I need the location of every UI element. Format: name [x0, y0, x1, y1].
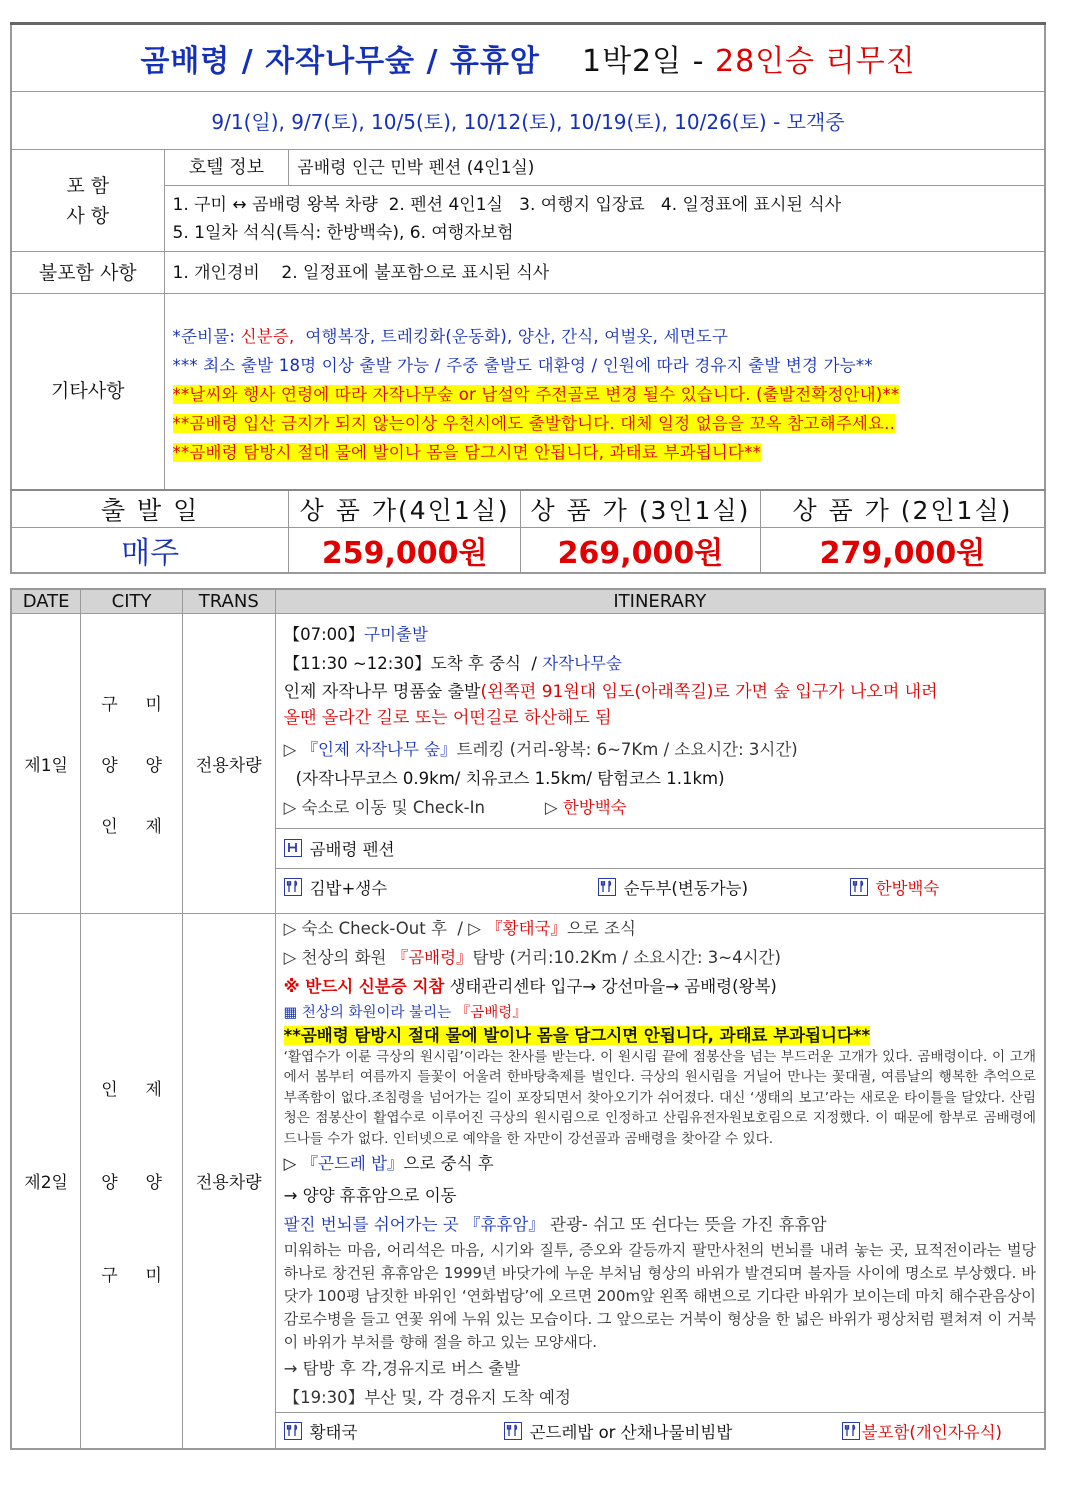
price-head-departure: 출 발 일 [11, 490, 289, 528]
city-row: 구 미 [101, 694, 162, 715]
day1-label: 제1일 [11, 613, 81, 913]
col-trans: TRANS [182, 589, 275, 613]
day1-trans: 전용차량 [182, 613, 275, 913]
col-city: CITY [81, 589, 183, 613]
note-water-warning: **곰배령 탐방시 절대 물에 발이나 몸을 담그시면 안됩니다, 과태료 부과됩니다** [172, 442, 762, 462]
other-label: 기타사항 [11, 294, 164, 490]
price-head-2: 상 품 가 (2인1실) [760, 490, 1045, 528]
note-prep: *준비물: 신분증, 여행복장, 트레킹화(운동화), 양산, 간식, 여벌옷, 세면도구 [172, 326, 729, 346]
city-row: 인 제 [101, 816, 162, 837]
day2-trans: 전용차량 [182, 913, 275, 1449]
day1-hotel-row: 곰배령 펜션 [276, 828, 1044, 868]
hotel-icon [284, 839, 302, 857]
price-head-4: 상 품 가(4인1실) [289, 490, 521, 528]
day2-label: 제2일 [11, 913, 81, 1449]
city-row: 구 미 [101, 1266, 162, 1287]
title-duration: 1박2일 - [581, 44, 716, 79]
price-head-3: 상 품 가 (3인1실) [521, 490, 761, 528]
page-title [11, 24, 1045, 92]
fork-knife-icon [842, 1422, 860, 1440]
day2-cities [81, 913, 183, 1449]
tour-info-table [10, 22, 1046, 574]
price-4: 259,000원 [289, 527, 521, 573]
city-row: 인 제 [101, 1080, 162, 1101]
included-items: 1. 구미 ↔ 곰배령 왕복 차량 2. 펜션 4인1실 3. 여행지 입장료 4. 일정표에 표시된 식사 5. 1일차 석식(특식: 한방백숙), 6. 여행자보험 [164, 186, 1045, 252]
water-warning: **곰배령 탐방시 절대 물에 발이나 몸을 담그시면 안됩니다, 과태료 부과됩니다** [283, 1025, 871, 1045]
day2-itinerary: ▷ 숙소 Check-Out 후 / ▷ 『황태국』으로 조식 ▷ 천상의 화원 『곰배령』탐방 (거리:10.2Km / 소요시간: 3~4시간) ※ 반드시 신분증 지참 생태관리센타 입구→ 강선마을→ 곰배령(왕복) ▦ 천상의 화원이라 불리는 『곰배령』 **곰배령 탐방시 절대 물에 발이나 몸을 담그시면 안됩니다, 과태료 부과됩니다** ‘활엽수가 이룬 극상의 원시림’이라는 찬사를 받는다. 이 원시림 끝에 점봉산을 넘는 부드러운 고개가 있다. 곰배령이다. 이 고개에서 봄부터 여름까지 들꽃이 어울려 한바탕축제를 벌인다. 극상의 원시림을 거닐어 만나는 꽃대궐, 여름날의 행복한 추억으로 부족함이 없다.조침령을 넘어가는 길이 포장되면서 찾아오기가 쉬어졌다. 대신 ‘생태의 보고’라는 새로운 타이틀을 달았다. 산림청은 점봉산이 활엽수로 이루어진 극상의 원시림으로 인정하고 산림유전자원보호림으로 지정했다. 이 때문에 함부로 곰배령에 드나들 수가 없다. 인터넷으로 예약을 한 자만이 강선골과 곰배령을 찾아갈 수 있다. ▷ 『곤드레 밥』으로 중식 후 → 양양 휴휴암으로 이동 팔진 번뇌를 쉬어가는 곳 『휴휴암』 관광- 쉬고 또 쉰다는 뜻을 가진 휴휴암 미워하는 마음, 어리석은 마음, 시기와 질투, 증오와 갈등까지 팔만사천의 번뇌를 내려 놓는 곳, 묘적전이라는 벌당 하나로 창건된 휴휴암은 1999년 바닷가에 누운 부처님 형상의 바위가 발견되며 불자들 사이에 명소로 부상했다. 바닷가 100평 남짓한 바위인 ‘연화법당’에 오르면 200m앞 왼쪽 해변으로 기다란 바위가 보이는데 마치 해수관음상이 감로수병을 들고 연꽃 위에 누워 있는 모습이다. 그 앞으로는 거북이 형상을 한 넓은 바위가 평상처럼 펼쳐져 이 거북이 바위가 부처를 향해 절을 하고 있는 모양새다. → 탐방 후 각,경유지로 버스 출발 【19:30】부산 및, 각 경유지 도착 예정 황태국 곤드레밥 or 산채나물비빔밥 불포함(개인자유식) [275, 913, 1045, 1449]
fork-knife-icon [504, 1422, 522, 1440]
price-3: 269,000원 [521, 527, 761, 573]
fork-knife-icon [850, 878, 868, 896]
note-weather: **날씨와 행사 연령에 따라 자작나무숲 or 남설악 주전골로 변경 될수 있습니다. (출발전확정안내)** [172, 384, 900, 404]
fork-knife-icon [598, 878, 616, 896]
col-date: DATE [11, 589, 81, 613]
excluded-label: 불포함 사항 [11, 252, 164, 294]
fork-knife-icon [284, 1422, 302, 1440]
day1-meals: 김밥+생수 순두부(변동가능) 한방백숙 [276, 868, 1044, 906]
gombaeryeong-description: ‘활엽수가 이룬 극상의 원시림’이라는 찬사를 받는다. 이 원시림 끝에 점봉산을 넘는 부드러운 고개가 있다. 곰배령이다. 이 고개에서 봄부터 여름까지 들꽃이 어울려 한바탕축제를 벌인다. 극상의 원시림을 거닐어 만나는 꽃대궐, 여름날의 행복한 추억으로 부족함이 없다.조침령을 넘어가는 길이 포장되면서 찾아오기가 쉬어졌다. 대신 ‘생태의 보고’라는 새로운 타이틀을 달았다. 산림청은 점봉산이 활엽수로 이루어진 극상의 원시림으로 인정하고 산림유전자원보호림으로 지정했다. 이 때문에 함부로 곰배령에 드나들 수가 없다. 인터넷으로 예약을 한 자만이 강선골과 곰배령을 찾아갈 수 있다. [283, 1048, 1036, 1147]
title-route: 곰배령 / 자작나무숲 / 휴휴암 [140, 44, 540, 79]
city-row: 양 양 [101, 755, 162, 776]
day1-cities [81, 613, 183, 913]
note-min-departure: *** 최소 출발 18명 이상 출발 가능 / 주중 출발도 대환영 / 인원에 따라 경유지 출발 변경 가능** [172, 355, 873, 375]
fork-knife-icon [284, 878, 302, 896]
departure-dates: 9/1(일), 9/7(토), 10/5(토), 10/12(토), 10/19(토), 10/26(토) - 모객중 [11, 92, 1045, 150]
included-label: 포 함 사 항 [11, 150, 164, 252]
note-rain: **곰배령 입산 금지가 되지 않는이상 우천시에도 출발합니다. 대체 일정 없음을 꼬옥 참고해주세요.. [172, 413, 896, 433]
col-itinerary: ITINERARY [275, 589, 1045, 613]
itinerary-table [10, 588, 1046, 1450]
day1-itinerary: 【07:00】구미출발 【11:30 ~12:30】도착 후 중식 / 자작나무숲 인제 자작나무 명품숲 출발(왼쪽편 91원대 임도(아래쪽길)로 가면 숲 입구가 나오며 내려 올땐 올라간 길로 또는 어떤길로 하산해도 됨 ▷ 『인제 자작나무 숲』트레킹 (거리-왕복: 6~7Km / 소요시간: 3시간) (자작나무코스 0.9km/ 치유코스 1.5km/ 탐험코스 1.1km) ▷ 숙소로 이동 및 Check-In ▷ 한방백숙 곰배령 펜션 김밥+생수 순두부(변동가능) 한방백숙 [275, 613, 1045, 913]
price-2: 279,000원 [760, 527, 1045, 573]
departure-value: 매주 [11, 527, 289, 573]
hotel-info-value: 곰배령 인근 민박 펜션 (4인1실) [289, 150, 1045, 186]
city-row: 양 양 [101, 1173, 162, 1194]
huhyuam-description: 미워하는 마음, 어리석은 마음, 시기와 질투, 증오와 갈등까지 팔만사천의 번뇌를 내려 놓는 곳, 묘적전이라는 벌당 하나로 창건된 휴휴암은 1999년 바닷가에 누운 부처님 형상의 바위가 발견되며 불자들 사이에 명소로 부상했다. 바닷가 100평 남짓한 바위인 ‘연화법당’에 오르면 200m앞 왼쪽 해변으로 기다란 바위가 보이는데 마치 해수관음상이 감로수병을 들고 연꽃 위에 누워 있는 모습이다. 그 앞으로는 거북이 형상을 한 넓은 바위가 평상처럼 펼쳐져 이 거북이 바위가 부처를 향해 절을 하고 있는 모양새다. [283, 1241, 1036, 1351]
title-vehicle: 28인승 리무진 [715, 44, 916, 79]
day2-meals: 황태국 곤드레밥 or 산채나물비빔밥 불포함(개인자유식) [276, 1412, 1044, 1448]
other-notes [164, 294, 1045, 490]
hotel-info-label: 호텔 정보 [164, 150, 289, 186]
excluded-value: 1. 개인경비 2. 일정표에 불포함으로 표시된 식사 [164, 252, 1045, 294]
